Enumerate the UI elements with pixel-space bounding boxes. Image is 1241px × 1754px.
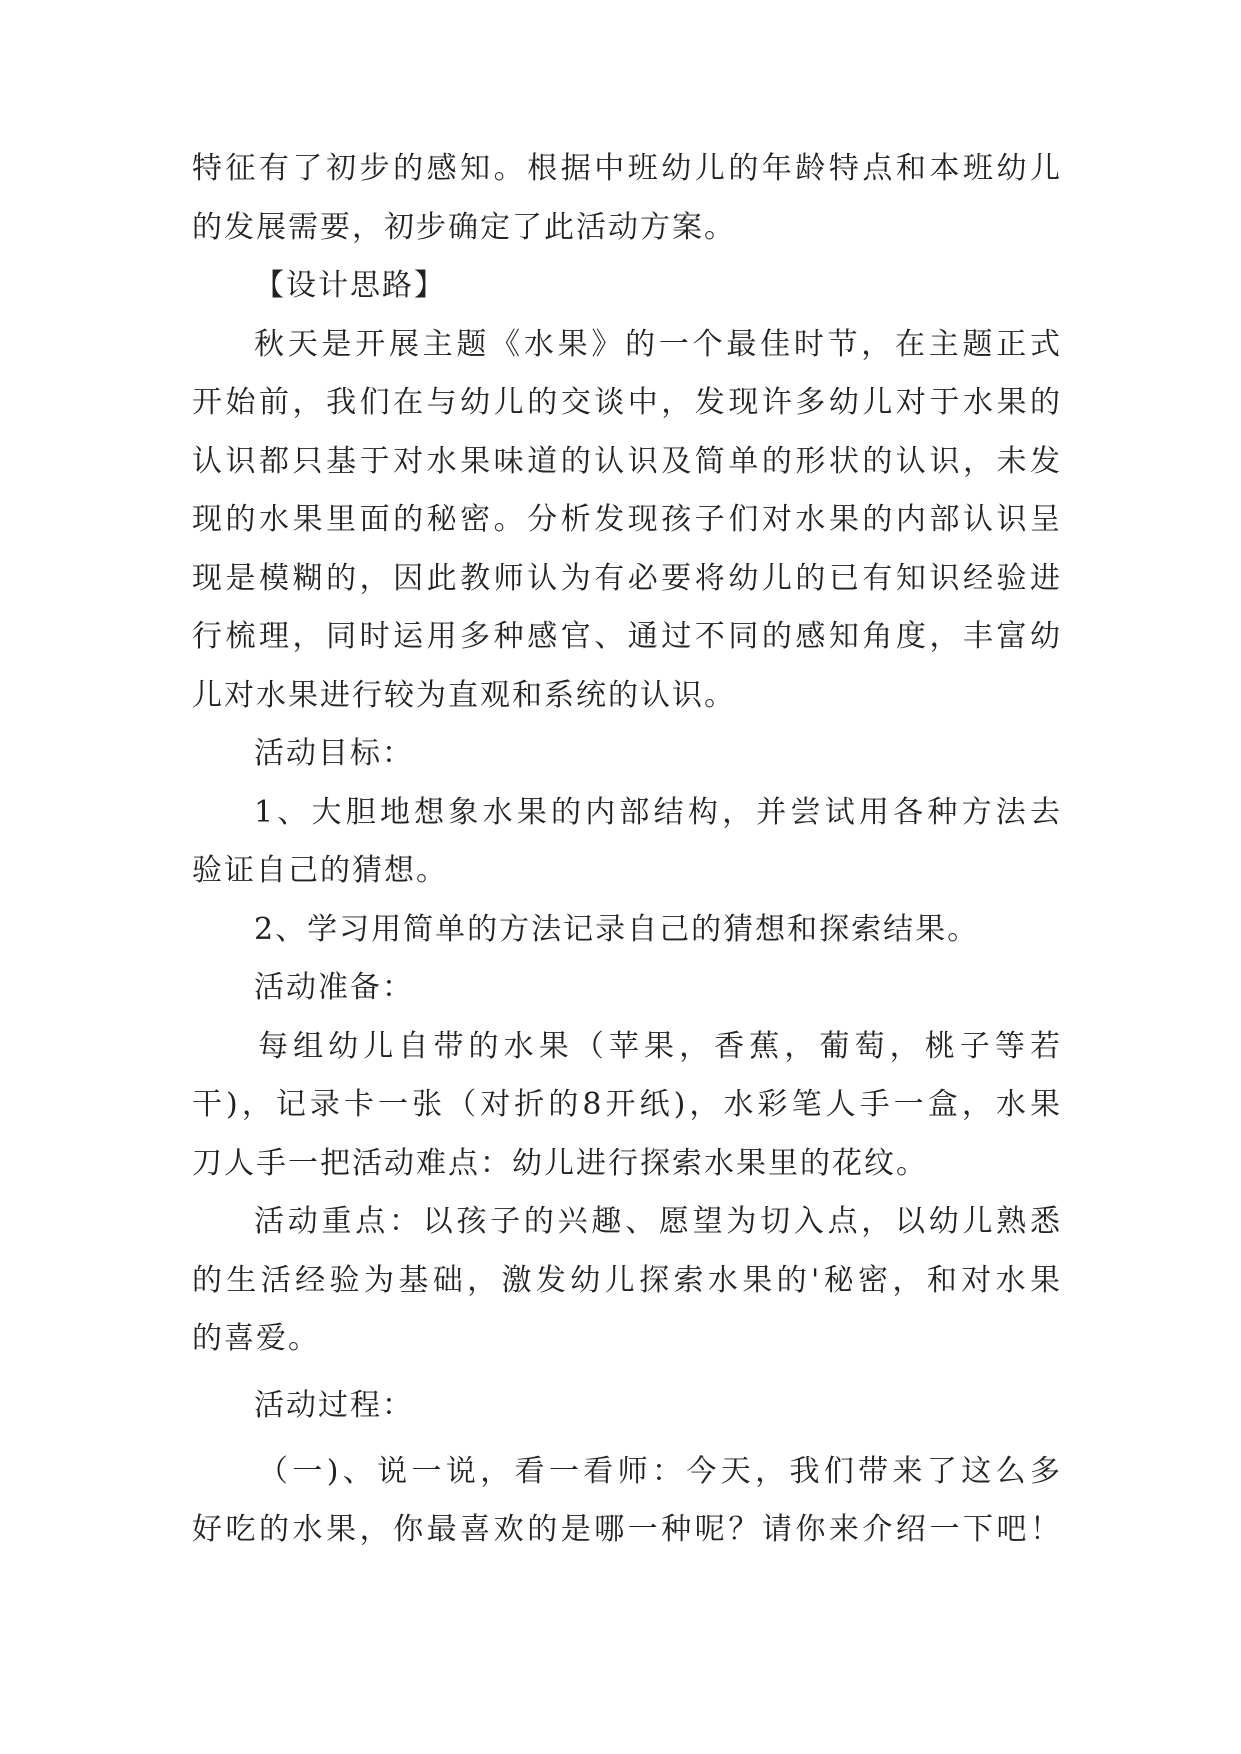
paragraph-line: 好吃的水果，你最喜欢的是哪一种呢？请你来介绍一下吧！ (192, 1512, 1062, 1547)
paragraph-line: 儿对水果进行较为直观和系统的认识。 (192, 677, 736, 713)
paragraph-line: 行梳理，同时运用多种感官、通过不同的感知角度，丰富幼 (192, 619, 1062, 654)
paragraph-line: 活动重点：以孩子的兴趣、愿望为切入点，以幼儿熟悉 (254, 1204, 1062, 1239)
paragraph-line: 秋天是开展主题《水果》的一个最佳时节，在主题正式 (254, 326, 1062, 362)
paragraph-line: 特征有了初步的感知。根据中班幼儿的年龄特点和本班幼儿 (192, 151, 1062, 186)
document-page (192, 140, 1062, 1560)
paragraph-line: 刀人手一把活动难点：幼儿进行探索水果里的花纹。 (192, 1145, 928, 1181)
paragraph-line: 现是模糊的，因此教师认为有必要将幼儿的已有知识经验进 (192, 560, 1062, 596)
section-heading: 【设计思路】 (254, 268, 446, 303)
paragraph-line: （一)、说一说，看一看师：今天，我们带来了这么多 (258, 1453, 1062, 1489)
list-item-line: 2、学习用简单的方法记录自己的猜想和探索结果。 (254, 911, 980, 947)
paragraph-line: 干)，记录卡一张（对折的8开纸)，水彩笔人手一盒，水果 (192, 1087, 1062, 1122)
paragraph-line: 每组幼儿自带的水果（苹果，香蕉，葡萄，桃子等若 (258, 1028, 1062, 1064)
section-heading: 活动目标： (254, 736, 414, 771)
paragraph-line: 的发展需要，初步确定了此活动方案。 (192, 209, 736, 245)
paragraph-line: 认识都只基于对水果味道的认识及简单的形状的认识，未发 (192, 443, 1062, 479)
paragraph-line: 现的水果里面的秘密。分析发现孩子们对水果的内部认识呈 (192, 502, 1062, 537)
list-item-line: 验证自己的猜想。 (192, 853, 448, 888)
paragraph-line: 的喜爱。 (192, 1321, 320, 1356)
list-item-line: 1、大胆地想象水果的内部结构，并尝试用各种方法去 (254, 794, 1062, 830)
section-heading: 活动准备： (254, 970, 414, 1005)
paragraph-line: 开始前，我们在与幼儿的交谈中，发现许多幼儿对于水果的 (192, 385, 1062, 420)
section-heading: 活动过程： (254, 1387, 414, 1423)
paragraph-line: 的生活经验为基础，激发幼儿探索水果的'秘密，和对水果 (192, 1262, 1062, 1298)
